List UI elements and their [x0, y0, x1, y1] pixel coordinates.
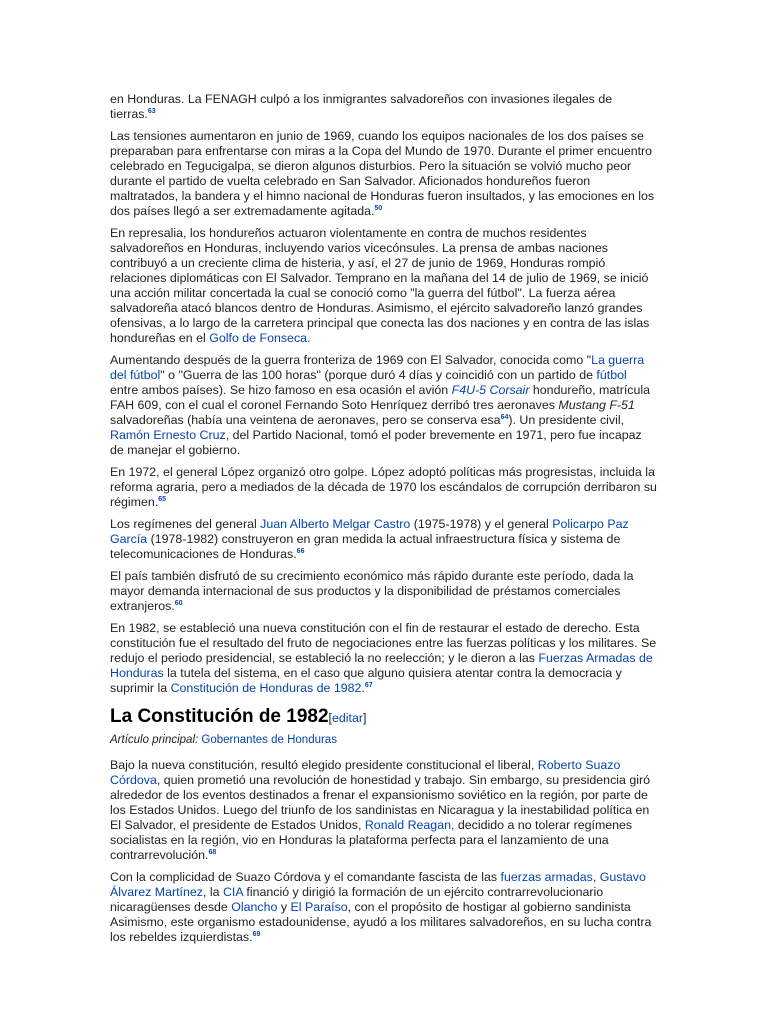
hatnote-link[interactable]: Gobernantes de Honduras	[201, 734, 337, 746]
wiki-link[interactable]: CIA	[222, 885, 243, 899]
wiki-link[interactable]: Policarpo Paz García	[110, 517, 629, 546]
edit-section-link-wrapper	[329, 711, 367, 725]
wiki-link[interactable]: Juan Alberto Melgar Castro	[260, 517, 411, 531]
paragraph	[110, 758, 658, 863]
paragraph-group-constitution	[110, 758, 658, 945]
wiki-link[interactable]: Ramón Ernesto Cruz	[110, 428, 226, 442]
text-run: (1975-1978) y el general	[410, 517, 553, 531]
citation-ref[interactable]: 69	[252, 931, 261, 938]
citation-ref[interactable]: 65	[158, 496, 167, 503]
hatnote-prefix: Artículo principal:	[110, 734, 199, 746]
text-run: entre ambos países). Se hizo famoso en esa ocasión el avión	[110, 383, 452, 397]
wiki-link[interactable]: Ronald Reagan	[364, 818, 451, 832]
hatnote	[110, 733, 658, 748]
citation-ref[interactable]: 64	[500, 414, 509, 421]
wiki-link[interactable]: fuerzas armadas	[500, 870, 593, 884]
text-run: " o "Guerra de las 100 horas" (porque duró 4 días y coincidió con un partido de	[160, 368, 597, 382]
paragraph	[110, 92, 658, 122]
wiki-link[interactable]: Constitución de Honduras de 1982	[170, 681, 362, 695]
text-run: en Honduras. La FENAGH culpó a los inmigrantes salvadoreños con invasiones ilegales de tierras.	[110, 92, 613, 121]
wiki-link[interactable]: Gustavo Álvarez Martínez	[110, 870, 646, 899]
text-run: (1978-1982) construyeron en gran medida la actual infraestructura física y sistema de telecomunicaciones de Honduras.	[110, 532, 621, 561]
paragraph	[110, 465, 658, 510]
text-run: Aumentando después de la guerra fronteriza de 1969 con El Salvador, conocida como "	[110, 353, 592, 367]
wiki-link[interactable]: El Paraíso	[290, 900, 348, 914]
text-run: Las tensiones aumentaron en junio de 1969, cuando los equipos nacionales de los dos países se preparaban para enfrentarse con miras a la Copa del Mundo de 1970. Durante el primer encuentro celebrado en Tegucigalpa, se dieron algunos disturbios. Pero la situación se volvió mucho peor durante el partido de vuelta celebrado en San Salvador. Aficionados hondureños fueron maltratados, la bandera y el himno nacional de Honduras fueron insultados, y las emociones en los dos países llegó a ser extremadamente agitada.	[110, 129, 655, 218]
citation-ref[interactable]: 60	[174, 600, 183, 607]
text-run: hondureño, matrícula FAH 609, con el cual el coronel Fernando Soto Henríquez derribó tres aeronaves	[110, 383, 650, 412]
wiki-link[interactable]: Fuerzas Armadas de Honduras	[110, 651, 653, 680]
citation-ref[interactable]: 68	[208, 849, 217, 856]
paragraph	[110, 621, 658, 696]
section-heading	[110, 706, 658, 729]
text-run: En represalia, los hondureños actuaron violentamente en contra de muchos residentes salvadoreños en Honduras, incluyendo varios vicecónsules. La prensa de ambas naciones contribuyó a un creciente clima de histeria, y así, el 27 de junio de 1969, Honduras rompió relaciones diplomáticas con El Salvador. Temprano en la mañana del 14 de julio de 1969, se inició una acción militar concertada la cual se conoció como "la guerra del fútbol". La fuerza aérea salvadoreña atacó blancos dentro de Honduras. Asimismo, el ejército salvadoreño lanzó grandes ofensivas, a lo largo de la carretera principal que conecta las dos naciones y en contra de las islas hondureñas en el	[110, 226, 650, 345]
citation-ref[interactable]: 63	[147, 108, 156, 115]
section-heading-text: La Constitución de 1982	[110, 706, 329, 727]
edit-bracket-close: ]	[363, 711, 367, 725]
text-run: ,	[592, 870, 600, 884]
text-run: la tutela del sistema, en el caso que alguno quisiera atentar contra la democracia y suprimir la	[110, 666, 622, 695]
paragraph	[110, 226, 658, 346]
text-run: El país también disfrutó de su crecimiento económico más rápido durante este período, dada la mayor demanda internacional de sus productos y la disponibilidad de préstamos comerciales extranjeros.	[110, 569, 634, 613]
text-run: , la	[202, 885, 223, 899]
wiki-link[interactable]: Roberto Suazo Córdova	[110, 758, 621, 787]
text-run: Mustang F-51	[558, 398, 635, 412]
paragraph	[110, 129, 658, 219]
wiki-link[interactable]: Olancho	[231, 900, 278, 914]
text-run: y	[277, 900, 291, 914]
paragraph	[110, 353, 658, 458]
text-run: salvadoreñas (había una veintena de aeronaves, pero se conserva esa	[110, 413, 501, 427]
text-run: , decidido a no tolerar regímenes socialistas en la región, vio en Honduras la plataforma perfecta para el lanzamiento de una contrarrevolución.	[110, 818, 633, 862]
text-run: , con el propósito de hostigar al gobierno sandinista Asimismo, este organismo estadounidense, ayudó a los militares salvadoreños, en su lucha contra los rebeldes izquierdistas.	[110, 900, 652, 944]
text-run: Con la complicidad de Suazo Córdova y el comandante fascista de las	[110, 870, 501, 884]
text-run: financió y dirigió la formación de un ejército contrarrevolucionario nicaragüenses desde	[110, 885, 604, 914]
paragraph	[110, 870, 658, 945]
article-body	[110, 92, 658, 952]
text-run: Bajo la nueva constitución, resultó elegido presidente constitucional el liberal,	[110, 758, 538, 772]
text-run: .	[307, 331, 311, 345]
wiki-link[interactable]: Golfo de Fonseca	[209, 331, 308, 345]
paragraph-group-history	[110, 92, 658, 696]
paragraph	[110, 569, 658, 614]
citation-ref[interactable]: 50	[374, 205, 383, 212]
text-run: , quien prometió una revolución de honestidad y trabajo. Sin embargo, su presidencia giró alrededor de los eventos destinados a frenar el expansionismo soviético en la región, por parte de los Estados Unidos. Luego del triunfo de los sandinistas en Nicaragua y la inestabilidad política en El Salvador, el presidente de Estados Unidos,	[110, 773, 651, 832]
edit-bracket-open: [	[328, 711, 332, 725]
edit-section-link[interactable]: editar	[332, 711, 363, 725]
paragraph	[110, 517, 658, 562]
text-run: Los regímenes del general	[110, 517, 261, 531]
wiki-link[interactable]: fútbol	[596, 368, 627, 382]
citation-ref[interactable]: 67	[364, 682, 373, 689]
wiki-link[interactable]: F4U-5 Corsair	[451, 383, 530, 397]
text-run: En 1972, el general López organizó otro golpe. López adoptó políticas más progresistas, incluida la reforma agraria, pero a mediados de la década de 1970 los escándalos de corrupción derribaron su régimen.	[110, 465, 657, 509]
text-run: En 1982, se estableció una nueva constitución con el fin de restaurar el estado de derecho. Esta constitución fue el resultado del fruto de negociaciones entre las fuerzas políticas y los militares. Se redujo el periodo presidencial, se estableció la no reelección; y le dieron a las	[110, 621, 657, 665]
wiki-link[interactable]: La guerra del fútbol	[110, 353, 645, 382]
text-run: ). Un presidente civil,	[508, 413, 625, 427]
text-run: .	[361, 681, 365, 695]
citation-ref[interactable]: 66	[296, 548, 305, 555]
text-run: , del Partido Nacional, tomó el poder brevemente en 1971, pero fue incapaz de manejar el gobierno.	[110, 428, 642, 457]
